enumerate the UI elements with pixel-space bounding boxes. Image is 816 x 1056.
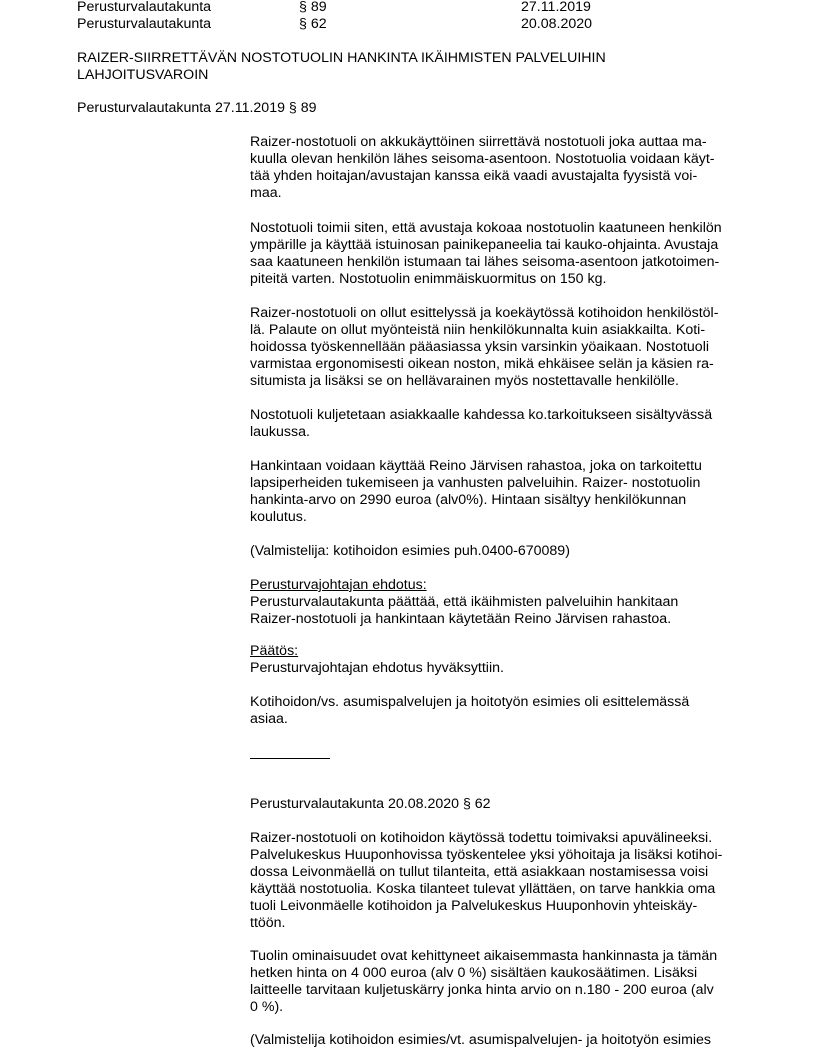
header-date: 27.11.2019 xyxy=(521,0,591,15)
preparer-note: (Valmistelija kotihoidon esimies/vt. asumispalvelujen- ja hoitotyön esimies xyxy=(250,1032,712,1048)
text-line: Nostotuoli kuljetetaan asiakkaalle kahdessa ko.tarkoitukseen sisältyvässä xyxy=(250,407,713,423)
meeting-reference: Perusturvalautakunta 27.11.2019 § 89 xyxy=(77,100,317,116)
text-line: hetken hinta on 4 000 euroa (alv 0 %) sisältäen kaukosäätimen. Lisäksi xyxy=(250,965,698,981)
section-divider xyxy=(250,758,330,759)
text-line: Kotihoidon/vs. asumispalvelujen ja hoitotyön esimies oli esittelemässä xyxy=(250,694,690,710)
text-line: saa kaatuneen henkilön istumaan tai lähes seisoma-asentoon jatkotoimen- xyxy=(250,254,720,270)
title-line: RAIZER-SIIRRETTÄVÄN NOSTOTUOLIN HANKINTA IKÄIHMISTEN PALVELUIHIN xyxy=(77,50,606,66)
note-section xyxy=(250,694,750,728)
meeting1-body xyxy=(250,134,750,202)
text-line: lä. Palaute on ollut myönteistä niin henkilökunnalta kuin asiakkailta. Koti- xyxy=(250,322,706,338)
meeting2-body xyxy=(250,948,750,1016)
text-line: Raizer-nostotuoli on kotihoidon käytössä todettu toimivaksi apuvälineeksi. xyxy=(250,830,713,846)
document-title xyxy=(77,50,606,84)
decision-text: Perusturvajohtajan ehdotus hyväksyttiin. xyxy=(250,660,504,676)
text-line: 0 %). xyxy=(250,999,284,1015)
paragraph xyxy=(250,830,750,932)
preparer-note: (Valmistelija: kotihoidon esimies puh.0400-670089) xyxy=(250,543,570,559)
text-line: hankinta-arvo on 2990 euroa (alv0%). Hintaan sisältyy henkilökunnan xyxy=(250,492,687,508)
text-line: hoidossa työskennellään pääasiassa yksin varsinkin yöaikaan. Nostotuoli xyxy=(250,339,709,355)
header-board: Perusturvalautakunta xyxy=(77,0,212,15)
text-line: Raizer-nostotuoli on ollut esittelyssä ja koekäytössä kotihoidon henkilöstöl- xyxy=(250,305,719,321)
header-date: 20.08.2020 xyxy=(521,16,593,32)
meeting1-body xyxy=(250,458,750,526)
title-line: LAHJOITUSVAROIN xyxy=(77,67,209,83)
text-line: Perusturvalautakunta päättää, että ikäihmisten palveluihin hankitaan xyxy=(250,594,679,610)
text-line: koulutus. xyxy=(250,509,307,525)
text-line: Nostotuoli toimii siten, että avustaja kokoaa nostotuolin kaatuneen henkilön xyxy=(250,220,722,236)
text-line: lapsiperheiden tukemiseen ja vanhusten palveluihin. Raizer- nostotuolin xyxy=(250,475,701,491)
meeting-reference: Perusturvalautakunta 20.08.2020 § 62 xyxy=(250,796,491,812)
text-line: piteitä varten. Nostotuolin enimmäiskuormitus on 150 kg. xyxy=(250,271,607,287)
header-section: § 62 xyxy=(299,16,327,32)
text-line: Tuolin ominaisuudet ovat kehittyneet aikaisemmasta hankinnasta ja tämän xyxy=(250,948,718,964)
text-line: dossa Leivonmäellä on tullut tilanteita, että asiakkaan nostamisessa voisi xyxy=(250,864,709,880)
text-line: kuulla olevan henkilön lähes seisoma-asentoon. Nostotuolia voidaan käyt- xyxy=(250,151,715,167)
text-line: Hankintaan voidaan käyttää Reino Järvisen rahastoa, joka on tarkoitettu xyxy=(250,458,702,474)
text-line: Raizer-nostotuoli on akkukäyttöinen siirrettävä nostotuoli joka auttaa ma- xyxy=(250,134,707,150)
proposal-section xyxy=(250,577,750,628)
text-line: Raizer-nostotuoli ja hankintaan käytetään Reino Järvisen rahastoa. xyxy=(250,611,672,627)
header-board: Perusturvalautakunta xyxy=(77,16,212,32)
header-section: § 89 xyxy=(299,0,327,15)
text-line: maa. xyxy=(250,185,282,201)
paragraph xyxy=(250,407,750,441)
text-line: varmistaa ergonomisesti oikean noston, mikä ehkäisee selän ja käsien ra- xyxy=(250,356,714,372)
meeting1-body xyxy=(250,407,750,441)
text-line: laukussa. xyxy=(250,424,310,440)
text-line: Palvelukeskus Huuponhovissa työskentelee yksi yöhoitaja ja lisäksi kotihoi- xyxy=(250,847,723,863)
text-line: tää yhden hoitajan/avustajan kanssa eikä vaadi avustajalta fyysistä voi- xyxy=(250,168,698,184)
text-line: käyttää nostotuolia. Koska tilanteet tulevat yllättäen, on tarve hankkia oma xyxy=(250,881,716,897)
meeting2-body xyxy=(250,830,750,932)
meeting1-body xyxy=(250,220,750,288)
text-line: asiaa. xyxy=(250,711,288,727)
decision-heading: Päätös: xyxy=(250,643,299,659)
text-line: tuoli Leivonmäelle kotihoidon ja Palvelukeskus Huuponhovin yhteiskäy- xyxy=(250,898,698,914)
paragraph xyxy=(250,134,750,202)
text-line: ttöön. xyxy=(250,915,286,931)
meeting1-body xyxy=(250,305,750,390)
paragraph xyxy=(250,458,750,526)
proposal-heading: Perusturvajohtajan ehdotus: xyxy=(250,577,427,593)
text-line: ympärille ja käyttää istuinosan painikepaneelia tai kauko-ohjainta. Avustaja xyxy=(250,237,719,253)
text-line: situmista ja lisäksi se on hellävarainen myös nostettavalle henkilölle. xyxy=(250,373,679,389)
paragraph xyxy=(250,305,750,390)
text-line: laitteelle tarvitaan kuljetuskärry jonka hinta arvio on n.180 - 200 euroa (alv xyxy=(250,982,714,998)
decision-section xyxy=(250,643,750,677)
paragraph xyxy=(250,948,750,1016)
paragraph xyxy=(250,220,750,288)
